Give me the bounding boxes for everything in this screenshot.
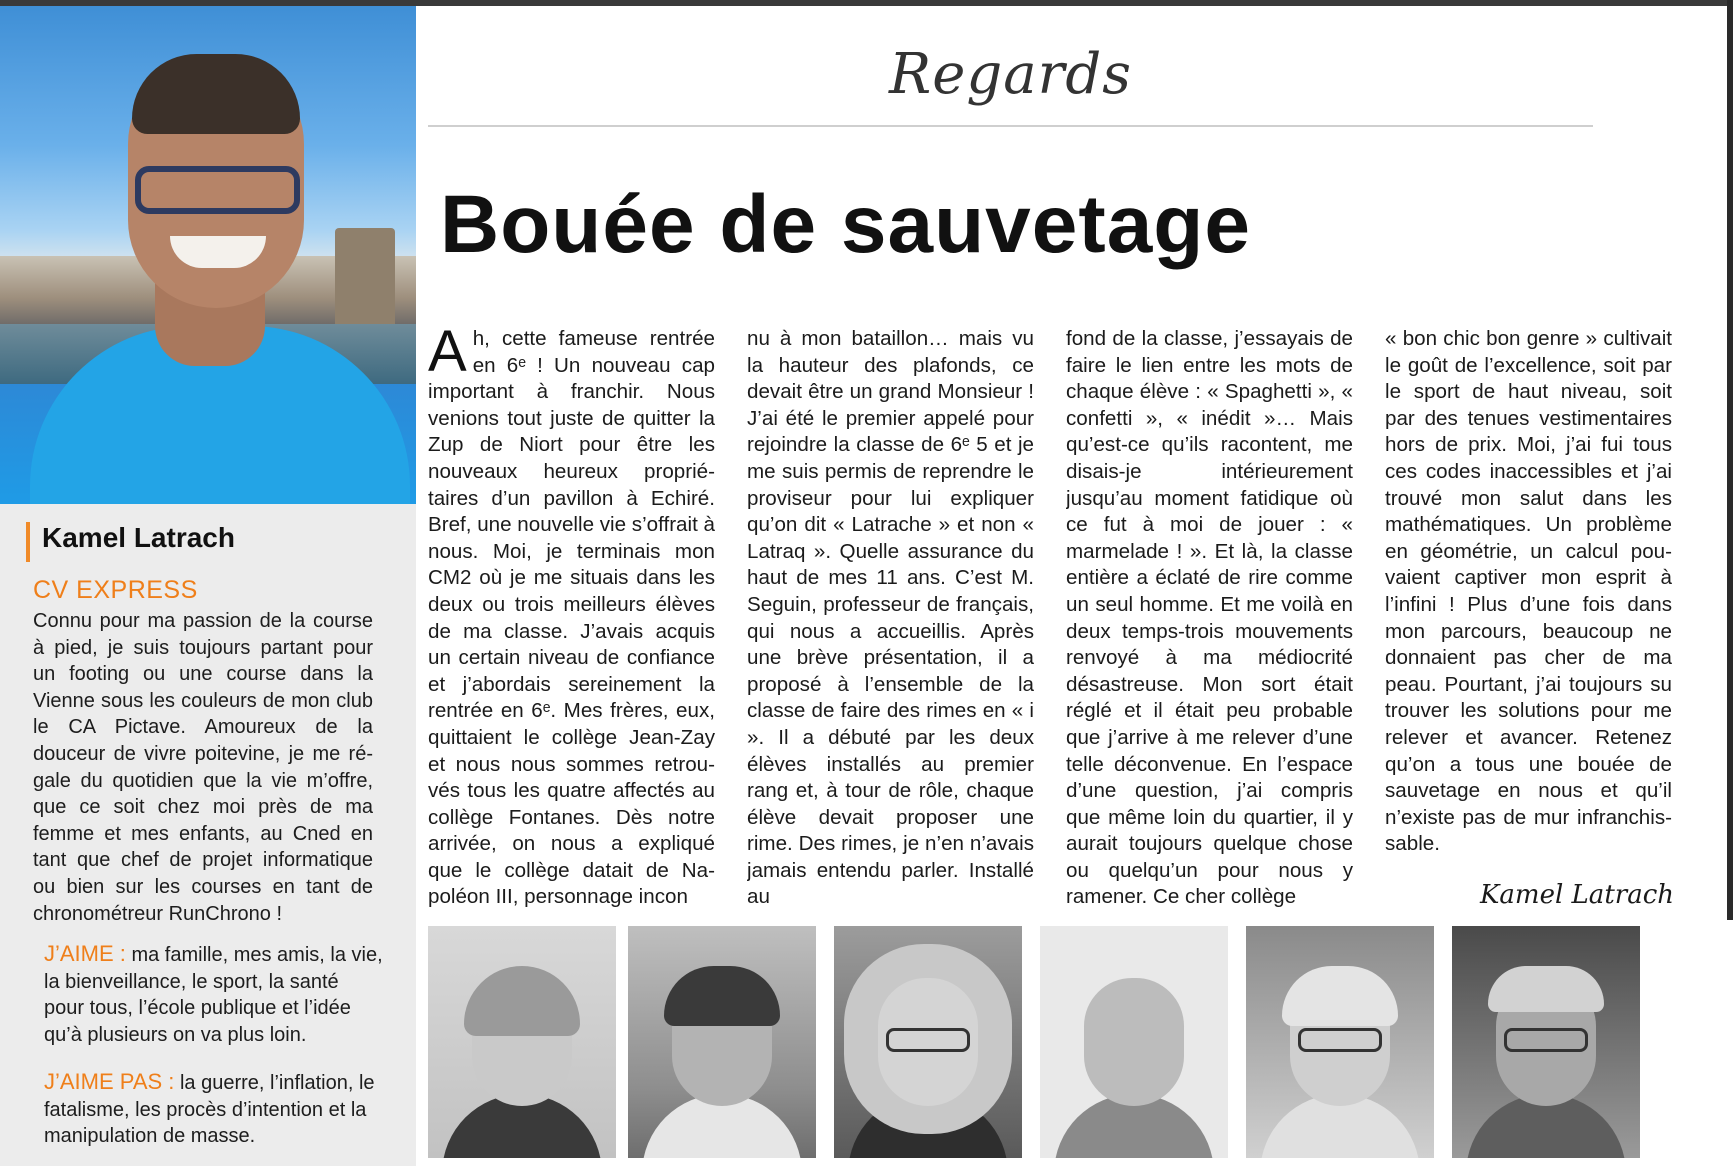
portrait-photo-5 [1246, 926, 1434, 1158]
portrait-photo-2 [628, 926, 816, 1158]
portrait-photo-1 [428, 926, 616, 1158]
author-signature: Kamel Latrach [1480, 880, 1674, 910]
photo-glasses [1298, 1028, 1382, 1052]
dislikes-block [44, 1069, 384, 1150]
cv-express-title: CV EXPRESS [33, 576, 198, 604]
likes-text: ma famille, mes amis, la vie, la bienveillance, le sport, la santé pour tous, l’école publique et l’idée qu’à plusieurs on va plus loin. [44, 944, 383, 1046]
hair-shape [132, 54, 300, 134]
article-column-4: « bon chic bon genre » cultivait le goût de l’excellence, soit par le sport de haut niveau, soit par des tenues vestimentaires hors de prix. Moi, j’ai fui tous ces codes inaccessibles et j’ai trouvé mon salut dans les mathématiques. Un problème en géométrie, un calcul pouvaient captiver mon esprit à l’infini ! Plus d’une fois dans mon parcours, beaucoup ne donnaient pas cher de ma peau. Pourtant, j’ai toujours su trouver les solutions pour me relever et avancer. Retenez qu’on a tous une bouée de sauvetage en nous et qu’il n’existe pas de mur infranchissable. [1385, 327, 1672, 856]
photo-hair [1488, 966, 1604, 1012]
section-rubric: Regards [889, 42, 1132, 107]
article-headline [440, 178, 1251, 272]
headline-bold: de sauvetage [719, 179, 1251, 270]
article-column-2: nu à mon bataillon… mais vu la hauteur des plafonds, ce devait être un grand Monsieur ! J’ai été le premier appelé pour rejoindre la classe de 6ᵉ 5 et je me suis permis de reprendre le proviseur pour lui expliquer qu’on dit « Latrache » et non « Latraq ». Quelle assurance du haut de mes 11 ans. C’est M. Seguin, professeur de français, qui nous a accueillis. Après une brève présentation, il a proposé à l’ensemble de la classe de faire des rimes en « i ». Il a débuté par les deux élèves installés au premier rang et, à tour de rôle, chaque élève devait proposer une rime. Des rimes, je n’en n’avais jamais entendu parler. Installé au [747, 327, 1034, 909]
likes-label: J’AIME : [44, 941, 126, 966]
column-1-text: h, cette fameuse rentrée en 6ᵉ ! Un nouveau cap important à franchir. Nous venions tout juste de quitter la Zup de Niort pour être les nouveaux heureux propriétaires d’un pavillon à Echiré. Bref, une nouvelle vie s’offrait à nous. Moi, je terminais mon CM2 où je me situais dans les deux ou trois meilleurs élèves de ma classe. J’avais acquis un certain niveau de confiance et j’abordais sereinement la rentrée en 6ᵉ. Mes frères, eux, quittaient le collège Jean-Zay et nous nous sommes retrouvés tous les quatre affectés au collège Fontanes. Dès notre arrivée, on nous a expliqué que le collège datait de Napoléon III, personnage incon [428, 327, 715, 909]
author-name: Kamel Latrach [42, 522, 235, 553]
portrait-photo-3 [834, 926, 1022, 1158]
photo-face [1084, 978, 1184, 1106]
portrait-photo-6 [1452, 926, 1640, 1158]
photo-glasses [886, 1028, 970, 1052]
drop-cap: A [428, 326, 467, 384]
headline-light: Bouée [440, 179, 696, 270]
article-column-1 [428, 326, 715, 916]
photo-strip [428, 926, 1638, 1158]
header-divider [428, 125, 1593, 127]
dislikes-label: J’AIME PAS : [44, 1069, 175, 1094]
glasses-shape [135, 166, 300, 214]
author-sidebar [0, 6, 416, 1166]
cv-express-text: Connu pour ma passion de la course à pied, je suis toujours partant pour un footing ou une course dans la Vienne sous les couleurs de mon club le CA Pictave. Amoureux de la douceur de vivre poitevine, je me régale du quotidien que la vie m’offre, que ce soit chez moi près de ma femme et mes enfants, au Cned en tant que chef de projet informatique ou bien sur les courses en tant de chronométreur RunChrono ! [33, 610, 373, 925]
portrait-photo-4 [1040, 926, 1228, 1158]
dislikes-text: la guerre, l’inflation, le fatalisme, les procès d’intention et la manipulation de masse. [44, 1072, 375, 1148]
tower-shape [335, 228, 395, 328]
likes-block [44, 941, 384, 1048]
right-border [1727, 0, 1733, 920]
name-accent-bar [26, 522, 30, 562]
photo-glasses [1504, 1028, 1588, 1052]
article-column-3: fond de la classe, j’essayais de faire le lien entre les mots de chaque élève : « Spaghetti », « confetti », « inédit »… Mais qu’est-ce qu’ils racontent, me disais-je intérieurement jusqu’au moment fatidique où ce fut à moi de jouer : « marmelade ! ». Et là, la classe entière a éclaté de rire comme un seul homme. Et me voilà en deux temps-trois mouvements renvoyé à ma médiocrité désastreuse. Mon sort était réglé et il était peu probable que j’arrive à me relever d’une telle déconvenue. En l’espace d’une question, j’ai compris que même loin du quartier, il y aurait toujours quelque chose ou quelqu’un pour nous y ramener. Ce cher collège [1066, 327, 1353, 909]
author-portrait [0, 6, 416, 504]
